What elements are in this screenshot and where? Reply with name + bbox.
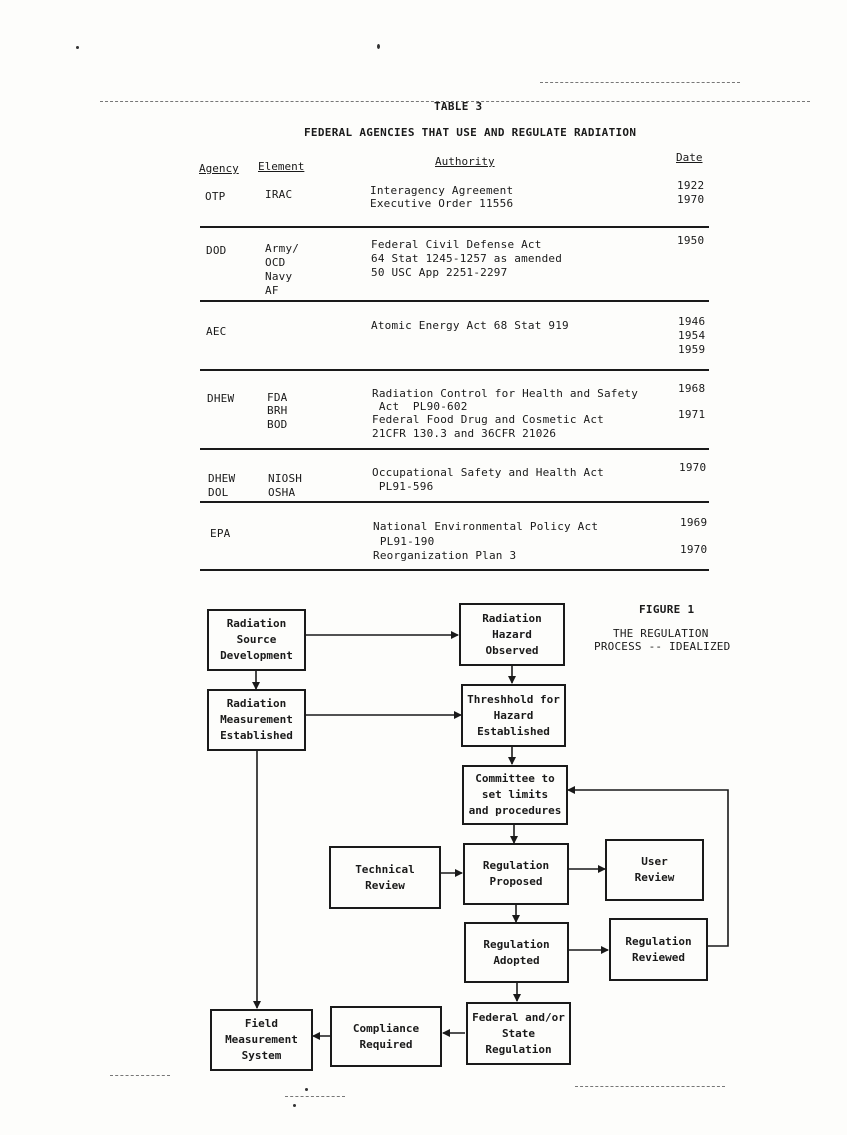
table-title: TABLE 3 <box>434 100 483 113</box>
date-cell: 1968 <box>678 382 706 395</box>
element-cell: NIOSH <box>268 472 303 485</box>
table-subtitle: FEDERAL AGENCIES THAT USE AND REGULATE RADIATION <box>304 126 637 139</box>
date-cell: 1954 <box>678 329 706 342</box>
agency-cell: DOL <box>208 486 229 499</box>
authority-line: Federal Civil Defense Act <box>371 238 542 251</box>
authority-line: PL91-596 <box>372 480 434 493</box>
agency-cell: DOD <box>206 244 227 257</box>
figure-caption-line: PROCESS -- IDEALIZED <box>594 640 731 653</box>
authority-line: Radiation Control for Health and Safety <box>372 387 639 400</box>
box-field-measurement-system <box>210 1009 313 1071</box>
element-cell: BRH <box>267 404 288 417</box>
box-label: Radiation Hazard Observed <box>482 611 542 657</box>
box-compliance-required <box>330 1006 442 1067</box>
authority-line: Atomic Energy Act 68 Stat 919 <box>371 319 569 332</box>
column-header-element: Element <box>258 160 305 173</box>
element-cell: Army/ <box>265 242 300 255</box>
element-cell: OCD <box>265 256 286 269</box>
figure-caption-line: THE REGULATION <box>613 627 709 640</box>
column-header-authority: Authority <box>435 155 495 168</box>
element-cell: AF <box>265 284 279 297</box>
box-label: Compliance Required <box>352 1021 420 1051</box>
agency-cell: DHEW <box>208 472 236 485</box>
authority-line: Federal Food Drug and Cosmetic Act <box>372 413 604 426</box>
authority-line: National Environmental Policy Act <box>373 520 599 533</box>
authority-line: 50 USC App 2251-2297 <box>371 266 508 279</box>
box-label: Federal and/or State Regulation <box>472 1010 565 1056</box>
box-label: Radiation Measurement Established <box>220 697 293 742</box>
box-label: Regulation Proposed <box>482 859 550 888</box>
box-federal-state-regulation <box>466 1002 571 1065</box>
authority-line: Occupational Safety and Health Act <box>372 466 604 479</box>
date-cell: 1970 <box>677 193 705 206</box>
authority-line: 21CFR 130.3 and 36CFR 21026 <box>372 427 557 440</box>
box-regulation-adopted <box>464 922 569 983</box>
box-regulation-reviewed <box>609 918 708 981</box>
date-cell: 1959 <box>678 343 706 356</box>
figure-label: FIGURE 1 <box>639 603 695 616</box>
agency-cell: DHEW <box>207 392 235 405</box>
box-label: Technical Review <box>355 862 415 892</box>
authority-line: 64 Stat 1245-1257 as amended <box>371 252 563 265</box>
date-cell: 1922 <box>677 179 705 192</box>
box-label: Regulation Adopted <box>483 937 550 967</box>
agency-cell: EPA <box>210 527 231 540</box>
box-label: Committee to set limits and procedures <box>468 772 562 817</box>
element-cell: IRAC <box>265 188 293 201</box>
box-radiation-measurement-established <box>207 689 306 751</box>
authority-line: Act PL90-602 <box>372 400 468 413</box>
date-cell: 1971 <box>678 408 706 421</box>
box-label: Regulation Reviewed <box>625 934 692 964</box>
date-cell: 1969 <box>680 516 708 529</box>
box-threshold-established <box>461 684 566 747</box>
column-header-date: Date <box>676 151 703 164</box>
box-label: Threshhold for Hazard Established <box>467 692 560 738</box>
box-radiation-source-development <box>207 609 306 671</box>
box-label: Field Measurement System <box>225 1017 298 1062</box>
date-cell: 1946 <box>678 315 706 328</box>
date-cell: 1950 <box>677 234 705 247</box>
authority-line: Interagency Agreement <box>370 184 514 197</box>
box-user-review <box>605 839 704 901</box>
authority-line: Executive Order 11556 <box>370 197 514 210</box>
agency-cell: AEC <box>206 325 227 338</box>
box-label: Radiation Source Development <box>220 617 293 662</box>
element-cell: Navy <box>265 270 293 283</box>
authority-line: Reorganization Plan 3 <box>373 549 517 562</box>
box-radiation-hazard-observed <box>459 603 565 666</box>
date-cell: 1970 <box>680 543 708 556</box>
authority-line: PL91-190 <box>373 535 435 548</box>
element-cell: BOD <box>267 418 288 431</box>
element-cell: OSHA <box>268 486 296 499</box>
box-label: User Review <box>634 855 675 884</box>
box-technical-review <box>329 846 441 909</box>
column-header-agency: Agency <box>199 162 239 175</box>
box-committee <box>462 765 568 825</box>
box-regulation-proposed <box>463 843 569 905</box>
element-cell: FDA <box>267 391 288 404</box>
agency-cell: OTP <box>205 190 226 203</box>
date-cell: 1970 <box>679 461 707 474</box>
